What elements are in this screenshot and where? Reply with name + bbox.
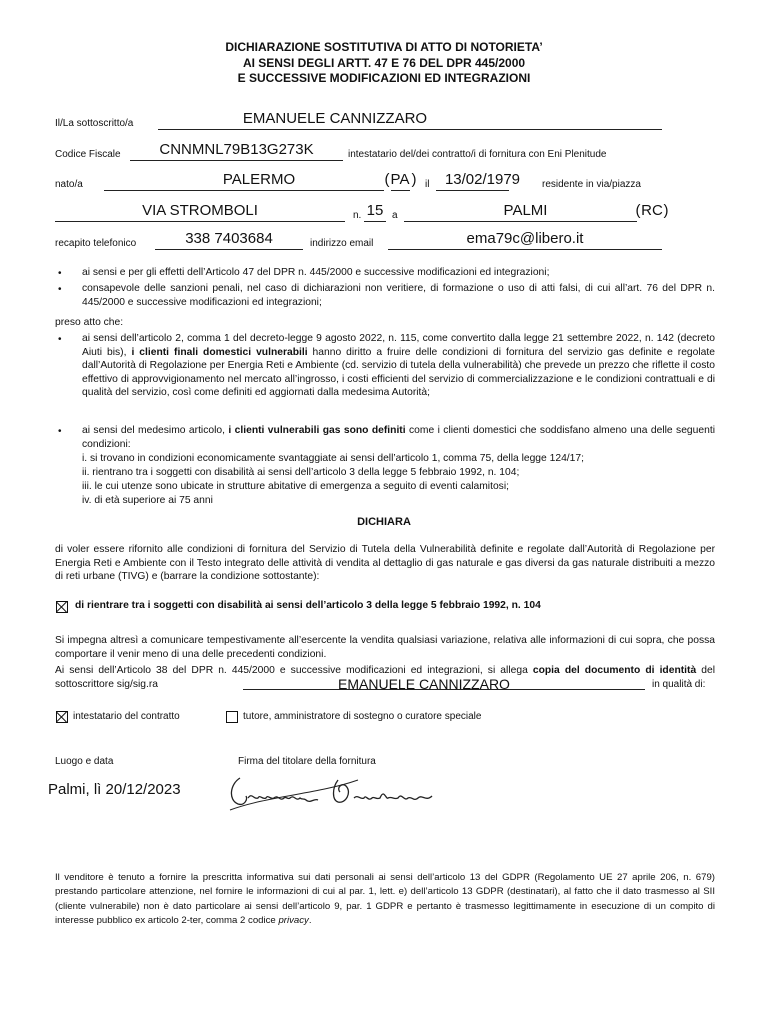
label-email: indirizzo email xyxy=(310,238,374,249)
checkbox-tutore[interactable] xyxy=(226,711,238,723)
checkbox-intestatario[interactable] xyxy=(56,711,68,723)
heading-dichiara: DICHIARA xyxy=(357,516,411,528)
bullet-sanzioni: consapevole delle sanzioni penali, nel caso di dichiarazioni non veritiere, di formazione o uso di atti falsi, di cui all’art. 76 del DPR n. 445/2000 e successive modificazioni ed integrazioni; xyxy=(82,283,715,308)
footer-privacy: Il venditore è tenuto a fornire la prescritta informativa sui dati personali ai sensi dell’articolo 13 del GDPR (Regolamento UE 27 aprile 206, n. 679) prestando particolare attenzione, nel fornire le informazioni di cui al par. 1, lett. e) dell’articolo 13 GDPR (destinatari), al fatto che il dato trasmesso al SII (cliente vulnerabile) non è dato particolare ai sensi dell’articolo 9, par. 1 GDPR e pertanto è trasmesso legittimamente in esecuzione di un compito di interesse pubblico ex articolo 2-ter, comma 2 codice privacy. xyxy=(55,872,715,927)
field-via[interactable]: VIA STROMBOLI xyxy=(142,202,258,219)
field-data-nascita[interactable]: 13/02/1979 xyxy=(444,171,521,188)
line-civico xyxy=(364,221,386,222)
field-prov-nascita[interactable]: PA xyxy=(390,171,410,188)
field-prov-residenza[interactable]: RC xyxy=(641,202,663,219)
line-nato xyxy=(104,190,384,191)
label-qualita: in qualità di: xyxy=(652,679,706,690)
condition-iv: iv. di età superiore ai 75 anni xyxy=(82,495,213,506)
doc-title-line2: AI SENSI DEGLI ARTT. 47 E 76 DEL DPR 445/2000 xyxy=(242,56,526,70)
condition-iii: iii. le cui utenze sono ubicate in strutture abitative di emergenza a seguito di eventi calamitosi; xyxy=(82,481,509,492)
bullet-vulnerabili: ai sensi del medesimo articolo, i clienti vulnerabili gas sono definiti come i clienti domestici che soddisfano almeno una delle seguenti condizioni: xyxy=(82,425,715,450)
line-prov-nascita xyxy=(391,190,410,191)
checkbox-disabilita[interactable] xyxy=(56,601,68,613)
document-page: DICHIARAZIONE SOSTITUTIVA DI ATTO DI NOTORIETA’ AI SENSI DEGLI ARTT. 47 E 76 DEL DPR 445/2000 E SUCCESSIVE MODIFICAZIONI ED INTEGRAZIONI Il/La sottoscritto/a EMANUELE CANNIZZARO Codice Fiscale CNNMNL79B13G273K intestatario del/dei contratto/i di fornitura con Eni Plenitude nato/a PALERMO ( PA ) il 13/02/1979 residente in via/piazza VIA STROMBOLI n. 15 a PALMI ( RC ) recapito telefonico 338 7403684 indirizzo email ema79c@libero.it • ai sensi e per gli effetti dell’Articolo 47 del DPR n. 445/2000 e successive modificazioni ed integrazioni; • consapevole delle sanzioni penali, nel caso di dichiarazioni non veritiere, di formazione o uso di atti falsi, di cui all’art. 76 del DPR n. 445/2000 e successive modificazioni ed integrazioni; preso atto che: • ai sensi dell’articolo 2, comma 1 del decreto-legge 9 agosto 2022, n. 115, come convertito dalla legge 21 settembre 2022, n. 142 (decreto Aiuti bis), i clienti finali domestici vulnerabili hanno diritto a fruire delle condizioni di fornitura del servizio gas definite e regolate dall’Autorità di Regolazione per Energia Reti e Ambiente (cd. servizio di tutela della vulnerabilità) che prevede un prezzo che riflette il costo effettivo di approvvigionamento nel mercato all’ingrosso, i costi efficienti del servizio di commercializzazione e le condizioni contrattuali e di qualità del servizio, così come definiti ed aggiornati dalla medesima Autorità; • ai sensi del medesimo articolo, i clienti vulnerabili gas sono definiti come i clienti domestici che soddisfano almeno una delle seguenti condizioni: i. si trovano in condizioni economicamente svantaggiate ai sensi dell’articolo 1, comma 75, della legge 124/17; ii. rientrano tra i soggetti con disabilità ai sensi dell’articolo 3 della legge 5 febbraio 1992, n. 104; iii. le cui utenze sono ubicate in strutture abitative di emergenza a seguito di eventi calamitosi; iv. di età superiore ai 75 anni DICHIARA di voler essere rifornito alle condizioni di fornitura del Servizio di Tutela della Vulnerabilità definite e regolate dall’Autorità di Regolazione per Energia Reti e Ambiente con il Testo integrato delle attività di vendita al dettaglio di gas naturale e gas diversi da gas naturale distribuiti a mezzo di reti urbane (TIVG) e (barrare la condizione sottostante): di rientrare tra i soggetti con disabilità ai sensi dell’articolo 3 della legge 5 febbraio 1992, n. 104 Si impegna altresì a comunicare tempestivamente all’esercente la vendita qualsiasi variazione, relativa alle informazioni di cui sopra, che possa comportare il venir meno di una delle precedenti condizioni. Ai sensi dell’Articolo 38 del DPR n. 445/2000 e successive modificazioni ed integrazioni, si allega copia del documento di identità del sottoscrittore sig/sig.ra EMANUELE CANNIZZARO in qualità di: intestatario del contratto tutore, amministratore di sostegno o curatore speciale Luogo e data Firma del titolare della fornitura Palmi, lì 20/12/2023 Il venditore è tenuto a fornire la prescritta informativa sui dati personali ai sensi dell’articolo 13 del GDPR (Regolamento UE 27 aprile 206, n. 679) prestando particolare attenzione, nel fornire le informazioni di cui al par. 1, lett. e) dell’articolo 13 GDPR (destinatari), al fatto che il dato trasmesso al SII (cliente vulnerabile) non è dato particolare ai sensi dell’articolo 9, par. 1 GDPR e pertanto è trasmesso legittimamente in esecuzione di un compito di interesse pubblico ex articolo 2-ter, comma 2 codice privacy. xyxy=(0,0,768,1024)
line-sottoscritto xyxy=(158,129,662,130)
field-telefono[interactable]: 338 7403684 xyxy=(185,230,273,247)
field-civico[interactable]: 15 xyxy=(366,202,384,219)
label-intestatario: intestatario del contratto xyxy=(73,711,180,722)
line-email xyxy=(388,249,662,250)
field-sottoscritto[interactable]: EMANUELE CANNIZZARO xyxy=(242,110,428,127)
label-luogo-data: Luogo e data xyxy=(55,756,114,767)
doc-title-line3: E SUCCESSIVE MODIFICAZIONI ED INTEGRAZIONI xyxy=(237,71,531,85)
label-intestatario-eni: intestatario del/dei contratto/i di fornitura con Eni Plenitude xyxy=(348,149,607,160)
field-luogo-data[interactable]: Palmi, lì 20/12/2023 xyxy=(48,781,181,798)
label-disabilita: di rientrare tra i soggetti con disabilità ai sensi dell’articolo 3 della legge 5 febbraio 1992, n. 104 xyxy=(75,600,541,611)
label-sottoscritto: Il/La sottoscritto/a xyxy=(55,118,134,129)
condition-ii: ii. rientrano tra i soggetti con disabilità ai sensi dell’articolo 3 della legge 5 febbraio 1992, n. 104; xyxy=(82,467,520,478)
label-nato: nato/a xyxy=(55,179,83,190)
label-tutore: tutore, amministratore di sostegno o curatore speciale xyxy=(243,711,482,722)
label-firma: Firma del titolare della fornitura xyxy=(238,756,376,767)
field-allega-nome[interactable]: EMANUELE CANNIZZARO xyxy=(338,676,510,692)
field-codice-fiscale[interactable]: CNNMNL79B13G273K xyxy=(159,141,314,158)
label-codice-fiscale: Codice Fiscale xyxy=(55,149,121,160)
preso-atto: preso atto che: xyxy=(55,317,124,328)
allega-text: Ai sensi dell’Articolo 38 del DPR n. 445/2000 e successive modificazioni ed integrazioni, si allega copia del documento di identità del sottoscrittore sig/sig.ra xyxy=(55,665,715,690)
paren-close: ) xyxy=(411,171,417,188)
field-luogo-nascita[interactable]: PALERMO xyxy=(222,171,296,188)
line-telefono xyxy=(155,249,303,250)
dichiara-text: di voler essere rifornito alle condizioni di fornitura del Servizio di Tutela della Vulnerabilità definite e regolate dall’Autorità di Regolazione per Energia Reti e Ambiente con il Testo integrato delle attività di vendita al dettaglio di gas naturale e gas diversi da gas naturale distribuiti a mezzo di reti urbane (TIVG) e (barrare la condizione sottostante): xyxy=(55,544,715,583)
line-data-nascita xyxy=(436,190,509,191)
label-n: n. xyxy=(353,210,362,221)
line-citta xyxy=(404,221,637,222)
field-email[interactable]: ema79c@libero.it xyxy=(466,230,584,247)
signature-image xyxy=(228,770,448,816)
bullet-art47: ai sensi e per gli effetti dell’Articolo 47 del DPR n. 445/2000 e successive modificazioni ed integrazioni; xyxy=(82,267,550,278)
line-via xyxy=(55,221,345,222)
line-codice-fiscale xyxy=(130,160,343,161)
bullet-decreto-aiuti: ai sensi dell’articolo 2, comma 1 del decreto-legge 9 agosto 2022, n. 115, come convertito dalla legge 21 settembre 2022, n. 142 (decreto Aiuti bis), i clienti finali domestici vulnerabili hanno diritto a fruire delle condizioni di fornitura del servizio gas definite e regolate dall’Autorità di Regolazione per Energia Reti e Ambiente (cd. servizio di tutela della vulnerabilità) che prevede un prezzo che riflette il costo effettivo di approvvigionamento nel mercato all’ingrosso, i costi efficienti del servizio di commercializzazione e le condizioni contrattuali e di qualità del servizio, così come definiti ed aggiornati dalla medesima Autorità; xyxy=(82,333,715,399)
impegna-text: Si impegna altresì a comunicare tempestivamente all’esercente la vendita qualsiasi variazione, relativa alle informazioni di cui sopra, che possa comportare il venir meno di una delle precedenti condizioni. xyxy=(55,635,715,660)
paren-open: ( xyxy=(384,171,390,188)
label-il: il xyxy=(425,179,430,190)
label-telefono: recapito telefonico xyxy=(55,238,137,249)
label-a: a xyxy=(392,210,398,221)
doc-title-line1: DICHIARAZIONE SOSTITUTIVA DI ATTO DI NOTORIETA’ xyxy=(225,40,543,54)
label-residente: residente in via/piazza xyxy=(542,179,641,190)
field-citta[interactable]: PALMI xyxy=(503,202,548,219)
condition-i: i. si trovano in condizioni economicamente svantaggiate ai sensi dell’articolo 1, comma 75, della legge 124/17; xyxy=(82,453,584,464)
